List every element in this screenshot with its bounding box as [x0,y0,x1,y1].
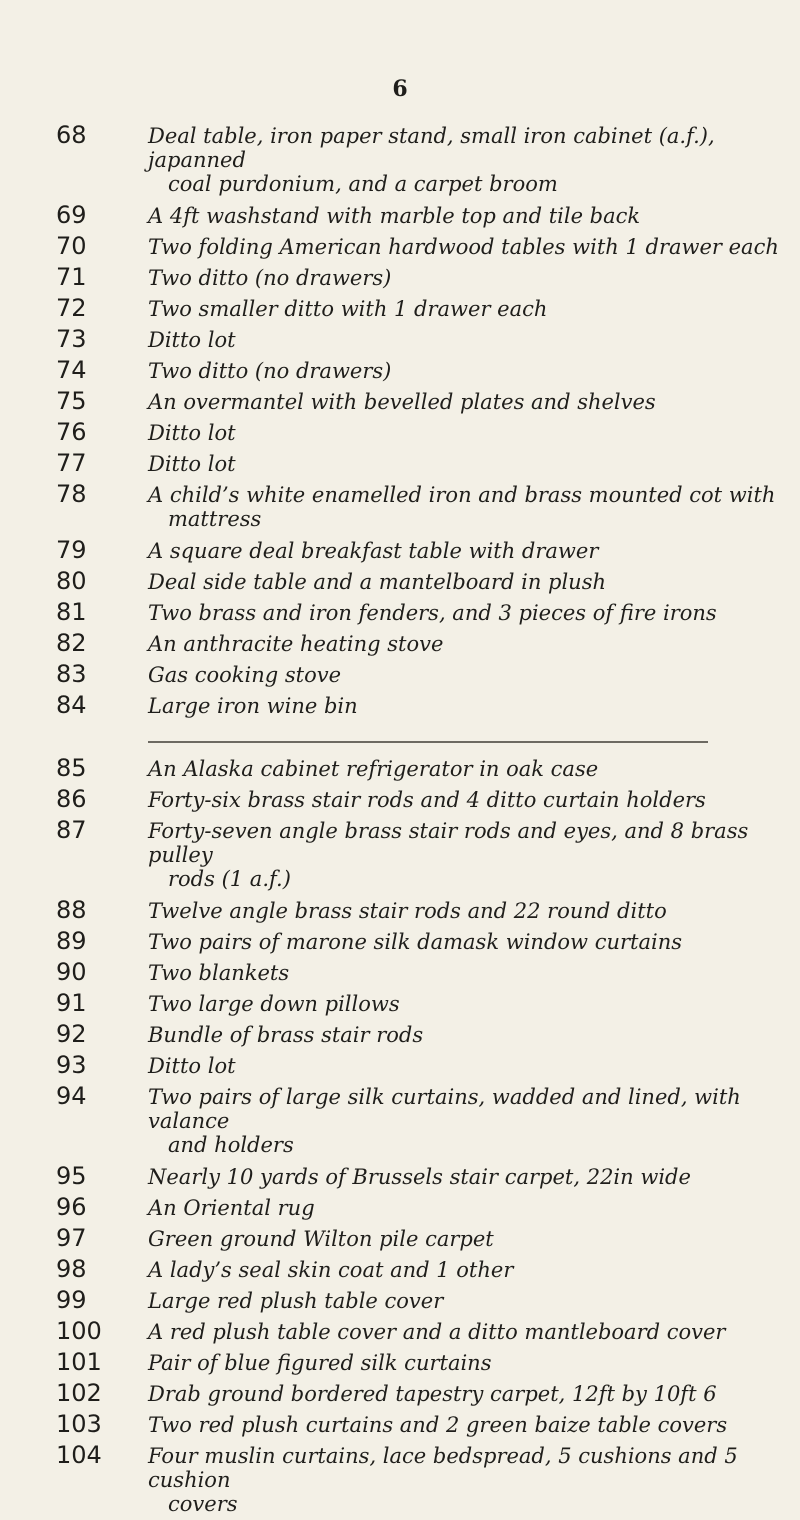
lot-item [0,753,800,784]
lot-item [0,784,800,815]
lot-list [0,120,800,1520]
lot-description-line: Four muslin curtains, lace bedspread, 5 cushions and 5 cushion [148,1444,738,1492]
section-divider [148,741,708,743]
lot-description [122,1378,782,1406]
lot-number: 98 [56,1255,87,1283]
lot-description [122,690,782,718]
lot-description-line: Two large down pillows [148,992,400,1016]
lot-description-line: Two blankets [148,961,290,985]
lot-description-line: Two smaller ditto with 1 drawer each [148,297,548,321]
lot-description [122,1161,782,1189]
lot-description [122,293,782,321]
lot-item [0,1378,800,1409]
lot-item [0,628,800,659]
lot-number: 87 [56,816,87,844]
lot-item [0,417,800,448]
lot-item [0,1081,800,1161]
lot-description [122,1440,782,1520]
lot-number: 89 [56,927,87,955]
lot-item [0,1347,800,1378]
lot-description-line: Ditto lot [148,328,236,352]
lot-description-line: Two pairs of marone silk damask window curtains [148,930,682,954]
lot-description-line: An overmantel with bevelled plates and shelves [148,390,656,414]
lot-number: 78 [56,480,87,508]
lot-number: 80 [56,567,87,595]
lot-description-line: An Oriental rug [148,1196,315,1220]
lot-description [122,120,782,200]
lot-item [0,1019,800,1050]
lot-number: 79 [56,536,87,564]
lot-item [0,448,800,479]
lot-description-line: Two pairs of large silk curtains, wadded and lined, with valance [148,1085,741,1133]
lot-description [122,1409,782,1437]
lot-number: 77 [56,449,87,477]
lot-item [0,479,800,535]
lot-item [0,690,800,721]
lot-item [0,1254,800,1285]
lot-description [122,1285,782,1313]
lot-description [122,262,782,290]
lot-description [122,753,782,781]
lot-description [122,448,782,476]
lot-description-continuation: covers [168,1492,238,1516]
lot-item [0,1192,800,1223]
lot-item [0,926,800,957]
lot-item [0,231,800,262]
lot-item [0,566,800,597]
lot-description-line: Ditto lot [148,1054,236,1078]
lot-description [122,1223,782,1251]
lot-description [122,1316,782,1344]
lot-item [0,386,800,417]
lot-description [122,988,782,1016]
lot-description [122,1019,782,1047]
lot-number: 69 [56,201,87,229]
lot-item [0,1440,800,1520]
lot-description [122,200,782,228]
lot-description-line: Nearly 10 yards of Brussels stair carpet, 22in wide [148,1165,691,1189]
lot-number: 99 [56,1286,87,1314]
lot-description [122,957,782,985]
lot-item [0,200,800,231]
lot-item [0,988,800,1019]
lot-item [0,957,800,988]
lot-item [0,1285,800,1316]
lot-number: 72 [56,294,87,322]
lot-description-line: Drab ground bordered tapestry carpet, 12ft by 10ft 6 [148,1382,717,1406]
lot-item [0,120,800,200]
lot-item [0,1161,800,1192]
lot-item [0,1050,800,1081]
lot-description-line: Ditto lot [148,421,236,445]
lot-description-continuation: and holders [168,1133,294,1157]
lot-item [0,1316,800,1347]
lot-description-line: Forty-six brass stair rods and 4 ditto curtain holders [148,788,706,812]
page-number: 6 [392,76,408,102]
lot-number: 90 [56,958,87,986]
lot-number: 70 [56,232,87,260]
lot-item [0,535,800,566]
lot-description [122,1254,782,1282]
lot-description-line: Ditto lot [148,452,236,476]
lot-description [122,926,782,954]
lot-description-line: Deal side table and a mantelboard in plush [148,570,607,594]
lot-description-continuation: mattress [168,507,262,531]
lot-number: 82 [56,629,87,657]
lot-item [0,815,800,895]
lot-item [0,262,800,293]
lot-description [122,1050,782,1078]
lot-description-line: A square deal breakfast table with drawer [148,539,599,563]
lot-item [0,659,800,690]
lot-description [122,231,782,259]
lot-description [122,659,782,687]
lot-description-continuation: coal purdonium, and a carpet broom [168,172,558,196]
lot-number: 71 [56,263,87,291]
lot-description [122,895,782,923]
lot-number: 95 [56,1162,87,1190]
lot-number: 91 [56,989,87,1017]
lot-number: 86 [56,785,87,813]
lot-number: 104 [56,1441,102,1469]
lot-number: 100 [56,1317,102,1345]
lot-item [0,1223,800,1254]
lot-description-line: Pair of blue figured silk curtains [148,1351,492,1375]
lot-description-line: An Alaska cabinet refrigerator in oak case [148,757,599,781]
lot-description [122,566,782,594]
lot-number: 68 [56,121,87,149]
lot-number: 84 [56,691,87,719]
lot-description-line: Two ditto (no drawers) [148,359,392,383]
lot-description [122,417,782,445]
lot-description [122,597,782,625]
lot-description [122,1347,782,1375]
lot-description-line: Green ground Wilton pile carpet [148,1227,494,1251]
lot-number: 102 [56,1379,102,1407]
lot-description [122,324,782,352]
lot-item [0,1409,800,1440]
lot-number: 94 [56,1082,87,1110]
lot-description-line: A red plush table cover and a ditto mantleboard cover [148,1320,726,1344]
lot-description-continuation: rods (1 a.f.) [168,867,291,891]
lot-description [122,386,782,414]
lot-description-line: A lady’s seal skin coat and 1 other [148,1258,514,1282]
lot-description [122,628,782,656]
lot-description-line: Large red plush table cover [148,1289,444,1313]
lot-description-line: Two red plush curtains and 2 green baize table covers [148,1413,728,1437]
lot-number: 85 [56,754,87,782]
lot-description-line: Forty-seven angle brass stair rods and eyes, and 8 brass pulley [148,819,749,867]
lot-description-line: A 4ft washstand with marble top and tile back [148,204,641,228]
lot-item [0,597,800,628]
lot-number: 83 [56,660,87,688]
lot-item [0,293,800,324]
lot-number: 92 [56,1020,87,1048]
lot-number: 96 [56,1193,87,1221]
lot-number: 101 [56,1348,102,1376]
lot-description-line: A child’s white enamelled iron and brass mounted cot with [148,483,776,507]
lot-description-line: Two folding American hardwood tables with 1 drawer each [148,235,779,259]
lot-number: 81 [56,598,87,626]
lot-number: 103 [56,1410,102,1438]
lot-description-line: Two ditto (no drawers) [148,266,392,290]
lot-description [122,1192,782,1220]
lot-number: 74 [56,356,87,384]
lot-number: 75 [56,387,87,415]
lot-number: 73 [56,325,87,353]
lot-description [122,479,782,535]
lot-description-line: Large iron wine bin [148,694,358,718]
lot-item [0,895,800,926]
lot-description [122,535,782,563]
lot-description [122,355,782,383]
lot-description [122,1081,782,1161]
lot-description-line: Gas cooking stove [148,663,342,687]
lot-description-line: Twelve angle brass stair rods and 22 round ditto [148,899,667,923]
lot-description-line: Two brass and iron fenders, and 3 pieces of fire irons [148,601,717,625]
lot-item [0,355,800,386]
lot-description-line: An anthracite heating stove [148,632,444,656]
lot-number: 76 [56,418,87,446]
lot-description [122,815,782,895]
lot-item [0,324,800,355]
lot-number: 88 [56,896,87,924]
lot-description-line: Deal table, iron paper stand, small iron cabinet (a.f.), japanned [148,124,715,172]
lot-description-line: Bundle of brass stair rods [148,1023,424,1047]
lot-number: 93 [56,1051,87,1079]
lot-description [122,784,782,812]
lot-number: 97 [56,1224,87,1252]
